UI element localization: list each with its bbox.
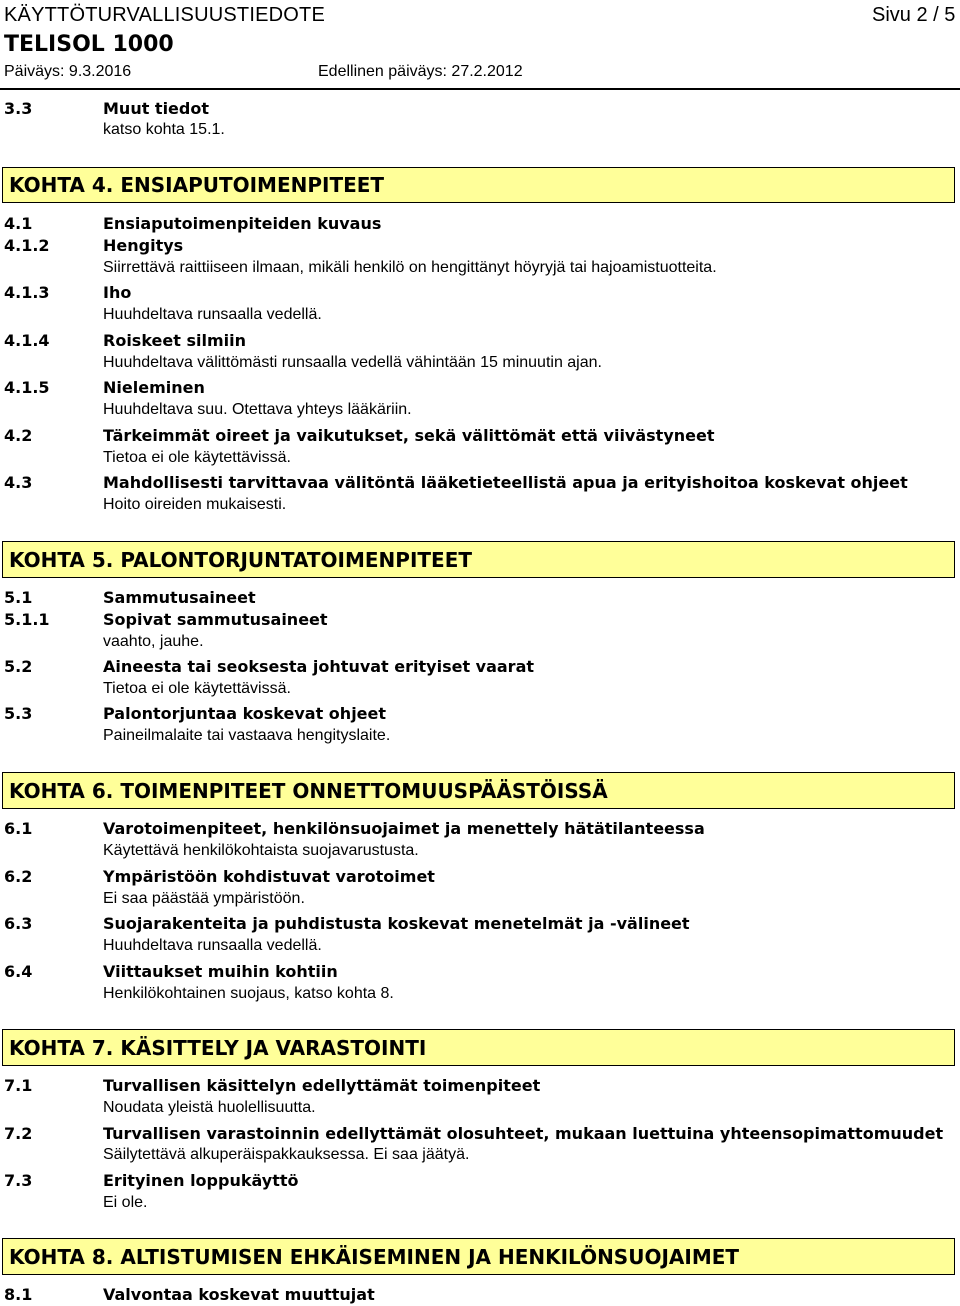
subsection-text: Huuhdeltava välittömästi runsaalla vedellä vähintään 15 minuutin ajan.: [103, 354, 602, 371]
subsection-title: Ensiaputoimenpiteiden kuvaus: [103, 214, 382, 233]
issue-date: Päiväys: 9.3.2016: [4, 63, 132, 80]
subsection-number: 7.2: [4, 1124, 33, 1143]
subsection-title: Valvontaa koskevat muuttujat: [103, 1285, 375, 1304]
section-heading-6: KOHTA 6. TOIMENPITEET ONNETTOMUUSPÄÄSTÖISSÄ: [2, 772, 955, 809]
subsection-text: Noudata yleistä huolellisuutta.: [103, 1099, 316, 1116]
section-heading-7: KOHTA 7. KÄSITTELY JA VARASTOINTI: [2, 1029, 955, 1066]
subsection-title: Tärkeimmät oireet ja vaikutukset, sekä välittömät että viivästyneet: [103, 426, 715, 445]
section-heading-5: KOHTA 5. PALONTORJUNTATOIMENPITEET: [2, 541, 955, 578]
subsection-title: Muut tiedot: [103, 99, 209, 118]
subsection-number: 4.1.2: [4, 236, 50, 255]
subsection-number: 5.1: [4, 588, 33, 607]
subsection-number: 4.1: [4, 214, 33, 233]
subsection-text: Siirrettävä raittiiseen ilmaan, mikäli henkilö on hengittänyt höyryjä tai hajoamistuotteita.: [103, 259, 717, 276]
subsection-title: Turvallisen varastoinnin edellyttämät olosuhteet, mukaan luettuina yhteensopimattomuudet: [103, 1124, 944, 1143]
document-title: KÄYTTÖTURVALLISUUSTIEDOTE: [4, 4, 325, 26]
subsection-title: Ympäristöön kohdistuvat varotoimet: [103, 867, 435, 886]
subsection-text: Huuhdeltava runsaalla vedellä.: [103, 937, 322, 954]
subsection-title: Sopivat sammutusaineet: [103, 610, 328, 629]
subsection-title: Palontorjuntaa koskevat ohjeet: [103, 704, 387, 723]
subsection-title: Turvallisen käsittelyn edellyttämät toimenpiteet: [103, 1076, 541, 1095]
subsection-title: Mahdollisesti tarvittavaa välitöntä lääketieteellistä apua ja erityishoitoa koskevat ohjeet: [103, 473, 908, 492]
subsection-number: 5.2: [4, 657, 33, 676]
subsection-text: Tietoa ei ole käytettävissä.: [103, 449, 291, 466]
subsection-number: 6.1: [4, 819, 33, 838]
subsection-text: Huuhdeltava suu. Otettava yhteys lääkäriin.: [103, 401, 412, 418]
subsection-number: 4.1.4: [4, 331, 50, 350]
subsection-number: 6.2: [4, 867, 33, 886]
subsection-title: Hengitys: [103, 236, 184, 255]
subsection-number: 3.3: [4, 99, 33, 118]
previous-date: Edellinen päiväys: 27.2.2012: [318, 63, 523, 80]
subsection-title: Sammutusaineet: [103, 588, 256, 607]
product-name: TELISOL 1000: [4, 32, 174, 57]
section-heading-4: KOHTA 4. ENSIAPUTOIMENPITEET: [2, 167, 955, 203]
subsection-text: Ei saa päästää ympäristöön.: [103, 890, 305, 907]
subsection-text: Tietoa ei ole käytettävissä.: [103, 680, 291, 697]
subsection-text: Paineilmalaite tai vastaava hengityslaite.: [103, 727, 391, 744]
subsection-text: vaahto, jauhe.: [103, 633, 204, 650]
subsection-text: Käytettävä henkilökohtaista suojavarustusta.: [103, 842, 419, 859]
subsection-text: Ei ole.: [103, 1194, 148, 1211]
subsection-text: katso kohta 15.1.: [103, 121, 225, 138]
subsection-title: Varotoimenpiteet, henkilönsuojaimet ja menettely hätätilanteessa: [103, 819, 705, 838]
subsection-number: 6.3: [4, 914, 33, 933]
subsection-title: Nieleminen: [103, 378, 205, 397]
subsection-title: Viittaukset muihin kohtiin: [103, 962, 338, 981]
subsection-number: 4.2: [4, 426, 33, 445]
subsection-text: Huuhdeltava runsaalla vedellä.: [103, 306, 322, 323]
subsection-title: Suojarakenteita ja puhdistusta koskevat menetelmät ja -välineet: [103, 914, 690, 933]
subsection-text: Säilytettävä alkuperäispakkauksessa. Ei saa jäätyä.: [103, 1146, 470, 1163]
header-divider: [0, 88, 960, 90]
subsection-title: Roiskeet silmiin: [103, 331, 246, 350]
subsection-number: 4.1.5: [4, 378, 50, 397]
subsection-number: 8.1: [4, 1285, 33, 1304]
subsection-number: 7.3: [4, 1171, 33, 1190]
subsection-number: 4.3: [4, 473, 33, 492]
page-number: Sivu 2 / 5: [872, 4, 956, 26]
subsection-number: 5.1.1: [4, 610, 50, 629]
subsection-number: 4.1.3: [4, 283, 50, 302]
subsection-title: Aineesta tai seoksesta johtuvat erityiset vaarat: [103, 657, 535, 676]
subsection-text: Henkilökohtainen suojaus, katso kohta 8.: [103, 985, 394, 1002]
subsection-title: Erityinen loppukäyttö: [103, 1171, 299, 1190]
section-heading-8: KOHTA 8. ALTISTUMISEN EHKÄISEMINEN JA HENKILÖNSUOJAIMET: [2, 1238, 955, 1275]
subsection-number: 7.1: [4, 1076, 33, 1095]
subsection-number: 6.4: [4, 962, 33, 981]
subsection-text: Hoito oireiden mukaisesti.: [103, 496, 287, 513]
subsection-number: 5.3: [4, 704, 33, 723]
subsection-title: Iho: [103, 283, 132, 302]
